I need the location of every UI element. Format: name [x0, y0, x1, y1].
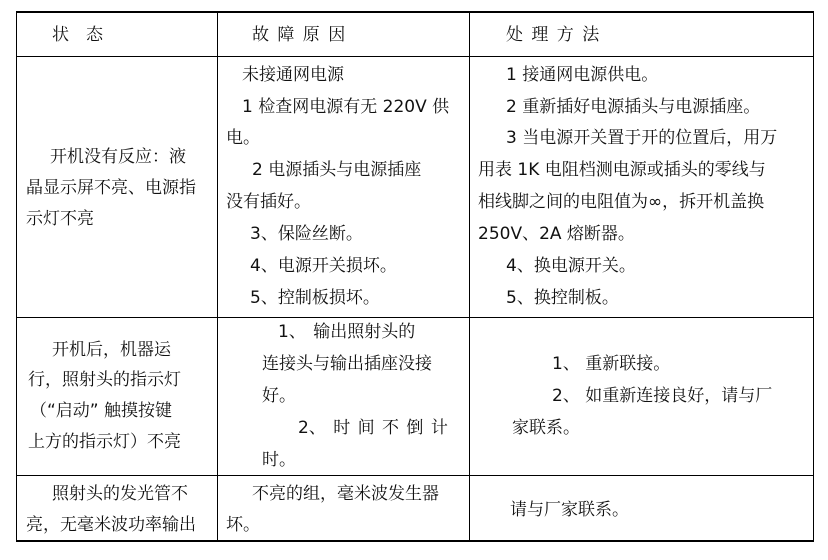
row1-state-line-2: 晶显示屏不亮、电源指: [26, 178, 196, 198]
row3-state-line-1: 照射头的发光管不: [52, 484, 188, 504]
header-method: 处 理 方 法: [506, 25, 600, 45]
row1-method-line-3: 3 当电源开关置于开的位置后，用万: [506, 128, 778, 148]
row1-cause-line-5: 没有插好。: [226, 192, 311, 212]
row1-cause-line-7: 4、电源开关损坏。: [250, 256, 397, 276]
row2-state-line-2: 行，照射头的指示灯: [28, 370, 181, 390]
row1-method-line-4: 用表 1K 电阻档测电源或插头的零线与: [478, 160, 766, 180]
row3-method-line-1: 请与厂家联系。: [510, 500, 629, 520]
header-cause: 故 障 原 因: [252, 25, 346, 45]
row1-cause-line-2: 1 检查网电源有无 220V 供: [242, 97, 450, 117]
row3-cause-line-1: 不亮的组，毫米波发生器: [252, 484, 439, 504]
row1-method-line-6: 250V、2A 熔断器。: [478, 224, 635, 244]
header-state: 状 态: [52, 25, 103, 45]
row1-state-line-1: 开机没有反应：液: [50, 147, 186, 167]
row2-state-line-4: 上方的指示灯）不亮: [28, 432, 181, 452]
row-divider-1: [16, 317, 814, 318]
row2-cause-line-2: 连接头与输出插座没接: [262, 354, 432, 374]
table-right-border: [813, 11, 814, 542]
row1-method-line-5: 相线脚之间的电阻值为∞，拆开机盖换: [478, 192, 765, 212]
row1-cause-line-4: 2 电源插头与电源插座: [252, 160, 422, 180]
row2-method-line-2: 2、 如重新连接良好，请与厂: [552, 386, 773, 406]
row3-state-line-2: 亮，无毫米波功率输出: [26, 515, 196, 535]
row2-method-line-3: 家联系。: [512, 418, 580, 438]
row2-state-line-1: 开机后，机器运: [52, 340, 171, 360]
row2-state-line-3: （“启动” 触摸按键: [30, 401, 173, 421]
row1-cause-line-6: 3、保险丝断。: [250, 224, 363, 244]
row2-cause-line-1: 1、 输出照射头的: [278, 322, 416, 342]
row2-cause-line-5: 时。: [262, 450, 296, 470]
table-left-border: [16, 11, 17, 542]
row2-cause-line-4: 2、 时 间 不 倒 计: [298, 418, 448, 438]
row2-cause-line-3: 好。: [262, 386, 296, 406]
row1-method-line-1: 1 接通网电源供电。: [506, 65, 659, 85]
row1-cause-line-8: 5、控制板损坏。: [250, 288, 380, 308]
row1-method-line-2: 2 重新插好电源插头与电源插座。: [506, 97, 761, 117]
table-bottom-border: [16, 540, 814, 542]
table-top-border: [16, 11, 814, 13]
row-divider-2: [16, 475, 814, 476]
row1-cause-line-3: 电。: [226, 128, 260, 148]
row1-cause-line-1: 未接通网电源: [242, 65, 344, 85]
row3-cause-line-2: 坏。: [226, 515, 260, 535]
row1-method-line-8: 5、换控制板。: [506, 288, 619, 308]
row2-method-line-1: 1、 重新联接。: [552, 354, 671, 374]
header-divider: [16, 56, 814, 57]
column-divider-1: [217, 11, 218, 542]
row1-method-line-7: 4、换电源开关。: [506, 256, 636, 276]
row1-state-line-3: 示灯不亮: [26, 209, 94, 229]
column-divider-2: [469, 11, 470, 542]
troubleshooting-table: [16, 11, 814, 542]
